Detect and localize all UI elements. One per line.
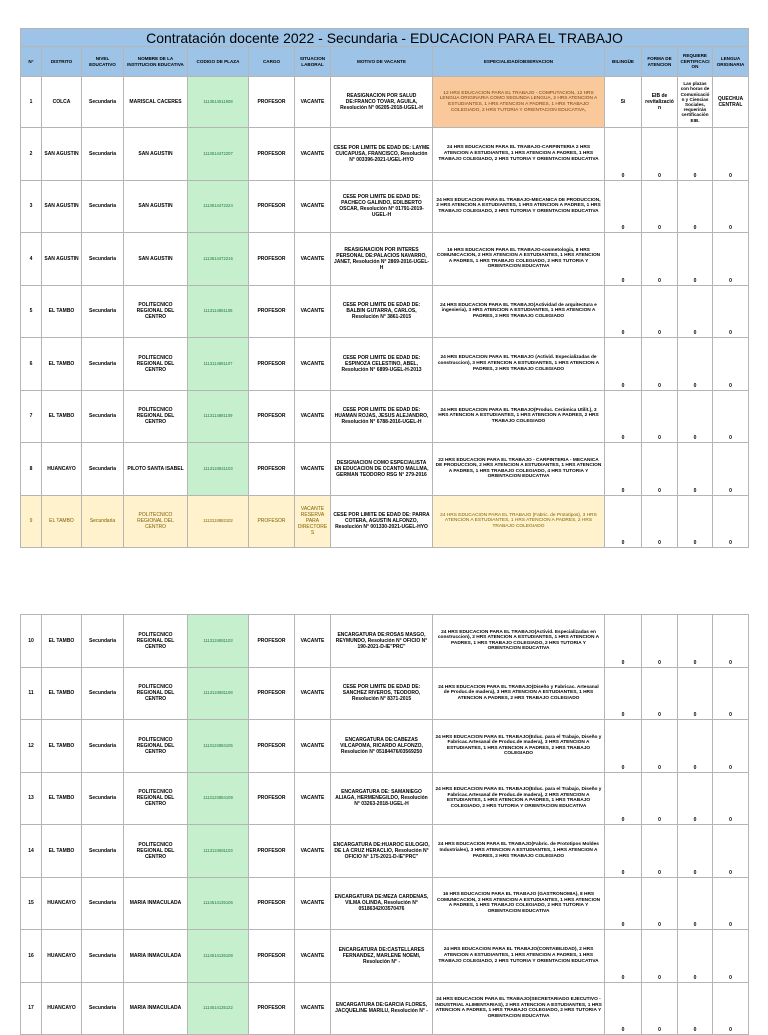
specialty-cell: 24 HRS EDUCACION PARA EL TRABAJO(Fabric. de Prototipos Moldes Industriales), 3 HRS ATENCION A ESTUDIANTES, 1 HRS ATENCION A PADRES, 2 HRS TRABAJO COLEGIADO [433, 825, 605, 878]
school-cell: MARIA INMACULADA [124, 877, 188, 930]
level-cell: Secundaria [82, 930, 124, 983]
level-cell: Secundaria [82, 720, 124, 773]
table-row [21, 128, 749, 181]
role-cell: PROFESOR [249, 128, 295, 181]
language-cell: 0 [713, 772, 749, 825]
attention-cell: 0 [642, 772, 678, 825]
role-cell: PROFESOR [249, 77, 295, 128]
specialty-cell: 24 HRS EDUCACION PARA EL TRABAJO(Activid. Especializadas en construccion), 2 HRS ATENCION A ESTUDIANTES, 1 HRS ATENCION A PADRES, 1 HRS TRABAJO COLEGIADO, 2 HRS TUTORIA Y ORIENTACION EDUCATIVA [433, 615, 605, 668]
reason-cell: CESE POR LIMITE DE EDAD DE: PACHECO GALINDO, EDILBERTO OSCAR, Resolución N° 01791-2019-UGEL-H [331, 180, 433, 233]
district-cell: COLCA [42, 77, 82, 128]
role-cell: PROFESOR [249, 772, 295, 825]
reason-cell: DESIGNACION COMO ESPECIALISTA EN EDUCACION DE CCANTO MALLMA, GERMAN TEODORO RSG N° 279-2016 [331, 443, 433, 496]
plaza-code-cell: 1114514135122 [188, 982, 249, 1035]
plaza-code-cell: 1113614472224 [188, 180, 249, 233]
role-cell: PROFESOR [249, 495, 295, 548]
plaza-code-cell: 1114514135106 [188, 877, 249, 930]
attention-cell: 0 [642, 233, 678, 286]
reason-cell: CESE POR LIMITE DE EDAD DE: HUAMAN ROJAS, JESUS ALEJANDRO, Resolución N° 6788-2016-UGEL-H [331, 390, 433, 443]
school-cell: POLITECNICO REGIONAL DEL CENTRO [124, 495, 188, 548]
plaza-code-cell: 1113114881107 [188, 338, 249, 391]
district-cell: EL TAMBO [42, 285, 82, 338]
certification-cell: 0 [678, 338, 713, 391]
bilingual-cell: 0 [605, 285, 642, 338]
role-cell: PROFESOR [249, 285, 295, 338]
bilingual-cell: 0 [605, 443, 642, 496]
plaza-code-cell: 1113124821103 [188, 443, 249, 496]
specialty-cell: 24 HRS EDUCACION PARA EL TRABAJO-CARPINTERIA 2 HRS ATENCION A ESTUDIANTES, 1 HRS ATENCION A PADRES, 1 HRS TRABAJO COLEGIADO, 2 HRS TUTORIA Y ORIENTACION EDUCATIVA [433, 128, 605, 181]
status-cell: VACANTE [295, 128, 331, 181]
header-certification: REQUIERE CERTIFICACION [678, 47, 713, 77]
plaza-code-cell: 1113114881109 [188, 390, 249, 443]
row-number: 3 [21, 180, 42, 233]
language-cell: 0 [713, 825, 749, 878]
row-number: 8 [21, 443, 42, 496]
school-cell: POLITECNICO REGIONAL DEL CENTRO [124, 667, 188, 720]
level-cell: Secundaria [82, 667, 124, 720]
specialty-cell: 24 HRS EDUCACION PARA EL TRABAJO(Produc. Cerámica Utilit.), 3 HRS ATENCION A ESTUDIANTES, 1 HRS ATENCION A PADRES, 2 HRS TRABAJO COLEGIADO [433, 390, 605, 443]
level-cell: Secundaria [82, 233, 124, 286]
page-title: Contratación docente 2022 - Secundaria - EDUCACION PARA EL TRABAJO [21, 29, 749, 47]
reason-cell: CESE POR LIMITE DE EDAD DE: ESPINOZA CELESTINO, ABEL, Resolución N° 6899-UGEL-H-2013 [331, 338, 433, 391]
row-number: 16 [21, 930, 42, 983]
bilingual-cell: 0 [605, 233, 642, 286]
plaza-code-cell: 1114514135108 [188, 930, 249, 983]
reason-cell: ENCARGATURA DE:HUAROC EULOGIO, DE LA CRUZ HERACLIO, Resolución N° OFICIO N° 175-2021-D-IE"PRC" [331, 825, 433, 878]
reason-cell: ENCARGATURA DE:GARCIA FLORES, JACQUELINE MARILU, Resolución N° - [331, 982, 433, 1035]
language-cell: 0 [713, 982, 749, 1035]
attention-cell: 0 [642, 667, 678, 720]
header-specialty: ESPECIALIDAD/OBSERVACION [433, 47, 605, 77]
level-cell: Secundaria [82, 285, 124, 338]
specialty-cell: 24 HRS EDUCACION PARA EL TRABAJO(Diseño y Fabricac. Artesanal de Produc.de madera), 3 HRS ATENCION A ESTUDIANTES, 1 HRS ATENCION A PADRES, 2 HRS TRABAJO COLEGIADO [433, 667, 605, 720]
school-cell: POLITECNICO REGIONAL DEL CENTRO [124, 390, 188, 443]
district-cell: SAN AGUSTIN [42, 128, 82, 181]
school-cell: POLITECNICO REGIONAL DEL CENTRO [124, 615, 188, 668]
bilingual-cell: 0 [605, 180, 642, 233]
bilingual-cell: 0 [605, 128, 642, 181]
status-cell: VACANTE RESERVA PARA DIRECTORES [295, 495, 331, 548]
bilingual-cell: 0 [605, 615, 642, 668]
specialty-cell: 24 HRS EDUCACION PARA EL TRABAJO(CONTABILIDAD), 2 HRS ATENCION A ESTUDIANTES, 1 HRS ATENCION A PADRES, 1 HRS TRABAJO COLEGIADO, 2 HRS TUTORIA Y ORIENTACION EDUCATIVA [433, 930, 605, 983]
school-cell: POLITECNICO REGIONAL DEL CENTRO [124, 720, 188, 773]
district-cell: SAN AGUSTIN [42, 233, 82, 286]
table-row [21, 390, 749, 443]
role-cell: PROFESOR [249, 877, 295, 930]
plaza-code-cell: 1113124884105 [188, 720, 249, 773]
attention-cell: 0 [642, 128, 678, 181]
certification-cell: Las plazas con horas de Comunicación y Ciencias Sociales, requerirán certificación EIB. [678, 77, 713, 128]
bilingual-cell: 0 [605, 720, 642, 773]
bilingual-cell: 0 [605, 338, 642, 391]
specialty-cell: 12 HRS EDUCACION PARA EL TRABAJO - COMPUTACION, 12 HRS LENGUA ORIGINARIA COMO SEGUNDA LENGUA, 2 HRS ATENCION A ESTUDIANTES, 1 HRS ATENCION A PADRES, 1 HRS TRABAJO COLEGIADO, 2 HRS TUTORIA Y ORIENTACION EDUCATIVA, [433, 77, 605, 128]
reason-cell: REASIGNACION POR SALUD DE:FRANCO TOVAR, AGUILA, Resolución N° 06205-2018-UGEL-H [331, 77, 433, 128]
role-cell: PROFESOR [249, 338, 295, 391]
language-cell: 0 [713, 443, 749, 496]
status-cell: VACANTE [295, 825, 331, 878]
certification-cell: 0 [678, 128, 713, 181]
language-cell: 0 [713, 390, 749, 443]
bilingual-cell: 0 [605, 390, 642, 443]
specialty-cell: 24 HRS EDUCACION PARA EL TRABAJO(Actividad de arquitectura e ingenieria), 3 HRS ATENCION A ESTUDIANTES, 1 HRS ATENCION A PADRES, 2 HRS TRABAJO COLEGIADO [433, 285, 605, 338]
header-role: CARGO [249, 47, 295, 77]
district-cell: HUANCAYO [42, 443, 82, 496]
attention-cell: 0 [642, 443, 678, 496]
district-cell: EL TAMBO [42, 720, 82, 773]
language-cell: 0 [713, 233, 749, 286]
certification-cell: 0 [678, 615, 713, 668]
certification-cell: 0 [678, 390, 713, 443]
header-district: DISTRITO [42, 47, 82, 77]
status-cell: VACANTE [295, 877, 331, 930]
row-number: 14 [21, 825, 42, 878]
status-cell: VACANTE [295, 443, 331, 496]
row-number: 9 [21, 495, 42, 548]
table-row [21, 667, 749, 720]
language-cell: 0 [713, 667, 749, 720]
level-cell: Secundaria [82, 877, 124, 930]
certification-cell: 0 [678, 495, 713, 548]
status-cell: VACANTE [295, 772, 331, 825]
role-cell: PROFESOR [249, 667, 295, 720]
district-cell: HUANCAYO [42, 930, 82, 983]
reason-cell: ENCARGATURA DE: SAMANIEGO ALIAGA, HERMENEGILDO, Resolución N° 03263-2018-UGEL-H [331, 772, 433, 825]
specialty-cell: 24 HRS EDUCACION PARA EL TRABAJO-MECANICA DE PRODUCCION, 2 HRS ATENCION A ESTUDIANTES, 1 HRS ATENCION A PADRES, 1 HRS TRABAJO COLEGIADO, 2 HRS TUTORIA Y ORIENTACION EDUCATIVA [433, 180, 605, 233]
reason-cell: CESE POR LIMITE DE EDAD DE: SANCHEZ RIVEROS, TEODORO, Resolución N° 8371-2015 [331, 667, 433, 720]
attention-cell: EIB de revitalización [642, 77, 678, 128]
attention-cell: 0 [642, 877, 678, 930]
school-cell: POLITECNICO REGIONAL DEL CENTRO [124, 338, 188, 391]
certification-cell: 0 [678, 825, 713, 878]
table-row [21, 233, 749, 286]
school-cell: MARISCAL CACERES [124, 77, 188, 128]
table-row [21, 877, 749, 930]
status-cell: VACANTE [295, 77, 331, 128]
certification-cell: 0 [678, 667, 713, 720]
level-cell: Secundaria [82, 338, 124, 391]
certification-cell: 0 [678, 443, 713, 496]
row-number: 7 [21, 390, 42, 443]
vacancy-table-page-1 [20, 28, 749, 548]
certification-cell: 0 [678, 285, 713, 338]
header-status: SITUACION LABORAL [295, 47, 331, 77]
table-row [21, 930, 749, 983]
attention-cell: 0 [642, 180, 678, 233]
level-cell: Secundaria [82, 77, 124, 128]
school-cell: POLITECNICO REGIONAL DEL CENTRO [124, 825, 188, 878]
table-row [21, 825, 749, 878]
table-row [21, 443, 749, 496]
role-cell: PROFESOR [249, 825, 295, 878]
language-cell: 0 [713, 877, 749, 930]
specialty-cell: 24 HRS EDUCACION PARA EL TRABAJO(SECRETARIADO EJECUTIVO - INDUSTRIAL ALIMENTARIAS), 2 HRS ATENCION A ESTUDIANTES, 1 HRS ATENCION A PADRES, 1 HRS TRABAJO COLEGIADO, 2 HRS TUTORIA Y ORIENTACION EDUCATIVA [433, 982, 605, 1035]
role-cell: PROFESOR [249, 233, 295, 286]
bilingual-cell: 0 [605, 877, 642, 930]
specialty-cell: 16 HRS EDUCACION PARA EL TRABAJO (GASTRONOMIA), 8 HRS COMUNICACION, 2 HRS ATENCION A ESTUDIANTES, 1 HRS ATENCION A PADRES, 1 HRS TRABAJO COLEGIADO, 2 HRS TUTORIA Y ORIENTACION EDUCATIVA [433, 877, 605, 930]
language-cell: 0 [713, 930, 749, 983]
bilingual-cell: 0 [605, 930, 642, 983]
level-cell: Secundaria [82, 772, 124, 825]
role-cell: PROFESOR [249, 615, 295, 668]
district-cell: EL TAMBO [42, 390, 82, 443]
status-cell: VACANTE [295, 338, 331, 391]
school-cell: POLITECNICO REGIONAL DEL CENTRO [124, 285, 188, 338]
specialty-cell: 24 HRS EDUCACION PARA EL TRABAJO (Activid. Especializadas de construccion), 3 HRS ATENCION A ESTUDIANTES, 1 HRS ATENCION A PADRES, 2 HRS TRABAJO COLEGIADO [433, 338, 605, 391]
plaza-code-cell: 1113124884109 [188, 772, 249, 825]
plaza-code-cell: 1113614472216 [188, 233, 249, 286]
bilingual-cell: 0 [605, 825, 642, 878]
language-cell: 0 [713, 720, 749, 773]
attention-cell: 0 [642, 390, 678, 443]
plaza-code-cell: 1113124881108 [188, 667, 249, 720]
table-row [21, 180, 749, 233]
school-cell: PILOTO SANTA ISABEL [124, 443, 188, 496]
plaza-code-cell: 1113124881103 [188, 615, 249, 668]
role-cell: PROFESOR [249, 390, 295, 443]
row-number: 4 [21, 233, 42, 286]
reason-cell: CESE POR LIMITE DE EDAD DE: BALBIN GUTARRA, CARLOS, Resolución N° 3861-2015 [331, 285, 433, 338]
status-cell: VACANTE [295, 285, 331, 338]
role-cell: PROFESOR [249, 180, 295, 233]
specialty-cell: 24 HRS EDUCACION PARA EL TRABAJO(Educ. para el Trabajo, Diseño y Fabricac.Artesanal de Produc.de madera), 3 HRS ATENCION A ESTUDIANTES, 1 HRS ATENCION A PADRES, 2 HRS TRABAJO COLEGIADO [433, 720, 605, 773]
bilingual-cell: Si [605, 77, 642, 128]
plaza-code-cell: 1113124881103 [188, 825, 249, 878]
row-number: 2 [21, 128, 42, 181]
attention-cell: 0 [642, 982, 678, 1035]
table-row [21, 338, 749, 391]
status-cell: VACANTE [295, 233, 331, 286]
attention-cell: 0 [642, 495, 678, 548]
level-cell: Secundaria [82, 495, 124, 548]
attention-cell: 0 [642, 930, 678, 983]
district-cell: EL TAMBO [42, 667, 82, 720]
language-cell: 0 [713, 128, 749, 181]
table-row [21, 772, 749, 825]
header-bilingual: BILINGÜE [605, 47, 642, 77]
row-number: 17 [21, 982, 42, 1035]
role-cell: PROFESOR [249, 982, 295, 1035]
status-cell: VACANTE [295, 615, 331, 668]
reason-cell: CESE POR LIMITE DE EDAD DE: PARRA COTERA, AGUSTIN ALFONZO, Resolución N° 001330-2021-UGEL-HYO [331, 495, 433, 548]
plaza-code-cell: 1113614472207 [188, 128, 249, 181]
header-num: N° [21, 47, 42, 77]
district-cell: EL TAMBO [42, 338, 82, 391]
table-row [21, 495, 749, 548]
bilingual-cell: 0 [605, 667, 642, 720]
district-cell: SAN AGUSTIN [42, 180, 82, 233]
status-cell: VACANTE [295, 180, 331, 233]
language-cell: QUECHUA CENTRAL [713, 77, 749, 128]
reason-cell: ENCARGATURA DE:CASTELLARES FERNANDEZ, MARLENE NOEMI, Resolución N° - [331, 930, 433, 983]
level-cell: Secundaria [82, 128, 124, 181]
certification-cell: 0 [678, 877, 713, 930]
attention-cell: 0 [642, 825, 678, 878]
status-cell: VACANTE [295, 720, 331, 773]
attention-cell: 0 [642, 285, 678, 338]
language-cell: 0 [713, 338, 749, 391]
plaza-code-cell: 1113114881108 [188, 285, 249, 338]
level-cell: Secundaria [82, 390, 124, 443]
district-cell: HUANCAYO [42, 877, 82, 930]
table-row [21, 982, 749, 1035]
school-cell: MARIA INMACULADA [124, 930, 188, 983]
level-cell: Secundaria [82, 982, 124, 1035]
status-cell: VACANTE [295, 982, 331, 1035]
attention-cell: 0 [642, 615, 678, 668]
bilingual-cell: 0 [605, 772, 642, 825]
school-cell: SAN AGUSTIN [124, 128, 188, 181]
specialty-cell: 16 HRS EDUCACION PARA EL TRABAJO-cosmetologia, 8 HRS COMUNICACION, 2 HRS ATENCION A ESTUDIANTES, 1 HRS ATENCION A PADRES, 1 HRS TRABAJO COLEGIADO, 2 HRS TUTORIA Y ORIENTACION EDUCATIVA [433, 233, 605, 286]
reason-cell: REASIGNACION POR INTERES PERSONAL DE:PALACIOS NAVARRO, JANET, Resolución N° 2869-2016-UGEL-H [331, 233, 433, 286]
school-cell: SAN AGUSTIN [124, 180, 188, 233]
bilingual-cell: 0 [605, 495, 642, 548]
reason-cell: CESE POR LIMITE DE EDAD DE: LAYME CUICAPUSA, FRANCISCO, Resolución N° 003396-2021-UGEL-HYO [331, 128, 433, 181]
vacancy-table-page-2 [20, 614, 749, 1035]
table-row [21, 77, 749, 128]
attention-cell: 0 [642, 720, 678, 773]
specialty-cell: 22 HRS EDUCACION PARA EL TRABAJO - CARPINTERIA - MECANICA DE PRODUCCION, 2 HRS ATENCION A ESTUDIANTES, 1 HRS ATENCION A PADRES, 1 HRS TRABAJO COLEGIADO, 4 HRS TUTORIA Y ORIENTACION EDUCATIVA [433, 443, 605, 496]
table-row [21, 720, 749, 773]
certification-cell: 0 [678, 233, 713, 286]
reason-cell: ENCARGATURA DE:MEZA CARDENAS, VILMA OLINDA, Resolución N° 05186342/03570476 [331, 877, 433, 930]
certification-cell: 0 [678, 180, 713, 233]
district-cell: EL TAMBO [42, 772, 82, 825]
level-cell: Secundaria [82, 180, 124, 233]
school-cell: SAN AGUSTIN [124, 233, 188, 286]
level-cell: Secundaria [82, 443, 124, 496]
row-number: 5 [21, 285, 42, 338]
role-cell: PROFESOR [249, 720, 295, 773]
district-cell: HUANCAYO [42, 982, 82, 1035]
row-number: 12 [21, 720, 42, 773]
header-level: NIVEL EDUCATIVO [82, 47, 124, 77]
plaza-code-cell: 1113514511908 [188, 77, 249, 128]
bilingual-cell: 0 [605, 982, 642, 1035]
table-row [21, 615, 749, 668]
header-code: CODIGO DE PLAZA [188, 47, 249, 77]
reason-cell: ENCARGATURA DE:ROSAS MASGO, REYMUNDO, Resolución N° OFICIO N° 190-2021-D-IE"PRC" [331, 615, 433, 668]
row-number: 13 [21, 772, 42, 825]
specialty-cell: 24 HRS EDUCACION PARA EL TRABAJO (Fabric. de Prototipos), 3 HRS ATENCION A ESTUDIANTES, 1 HRS ATENCION A PADRES, 2 HRS TRABAJO COLEGIADO [433, 495, 605, 548]
row-number: 6 [21, 338, 42, 391]
level-cell: Secundaria [82, 615, 124, 668]
specialty-cell: 24 HRS EDUCACION PARA EL TRABAJO(Educ. para el Trabajo, Diseño y Fabricac.Artesanal de Produc.de madera), 2 HRS ATENCION A ESTUDIANTES, 1 HRS ATENCION A PADRES, 1 HRS TRABAJO COLEGIADO, 2 HRS TUTORIA Y ORIENTACION EDUCATIVA [433, 772, 605, 825]
certification-cell: 0 [678, 982, 713, 1035]
reason-cell: ENCARGATURA DE:CABEZAS VILCAPOMA, RICARDO ALFONZO, Resolución N° 05184476/03569250 [331, 720, 433, 773]
school-cell: POLITECNICO REGIONAL DEL CENTRO [124, 772, 188, 825]
certification-cell: 0 [678, 720, 713, 773]
row-number: 10 [21, 615, 42, 668]
language-cell: 0 [713, 495, 749, 548]
certification-cell: 0 [678, 930, 713, 983]
row-number: 11 [21, 667, 42, 720]
row-number: 15 [21, 877, 42, 930]
role-cell: PROFESOR [249, 443, 295, 496]
table-row [21, 285, 749, 338]
role-cell: PROFESOR [249, 930, 295, 983]
language-cell: 0 [713, 615, 749, 668]
attention-cell: 0 [642, 338, 678, 391]
status-cell: VACANTE [295, 390, 331, 443]
language-cell: 0 [713, 180, 749, 233]
status-cell: VACANTE [295, 667, 331, 720]
header-language: LENGUA ORIGINARIA [713, 47, 749, 77]
header-attention: FORMA DE ATENCION [642, 47, 678, 77]
level-cell: Secundaria [82, 825, 124, 878]
plaza-code-cell: 1113124882102 [188, 495, 249, 548]
header-reason: MOTIVO DE VACANTE [331, 47, 433, 77]
status-cell: VACANTE [295, 930, 331, 983]
certification-cell: 0 [678, 772, 713, 825]
language-cell: 0 [713, 285, 749, 338]
district-cell: EL TAMBO [42, 825, 82, 878]
school-cell: MARIA INMACULADA [124, 982, 188, 1035]
header-school: NOMBRE DE LA INSTITUCION EDUCATIVA [124, 47, 188, 77]
row-number: 1 [21, 77, 42, 128]
district-cell: EL TAMBO [42, 615, 82, 668]
district-cell: EL TAMBO [42, 495, 82, 548]
